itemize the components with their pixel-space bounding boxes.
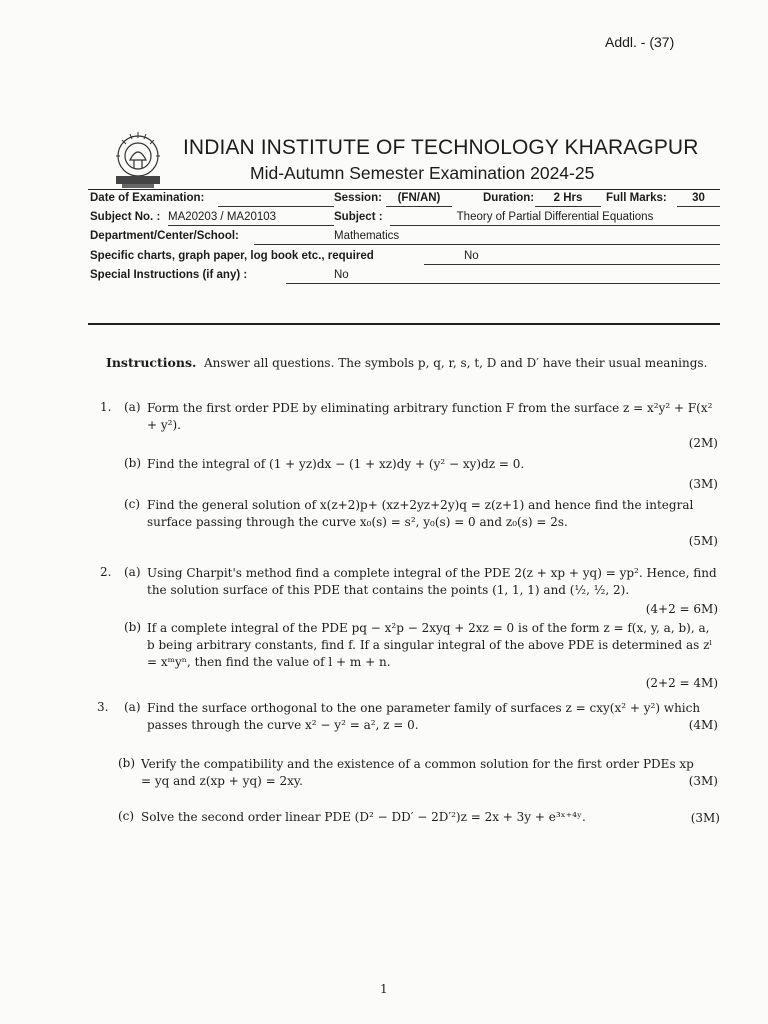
part-label: (a) — [124, 565, 141, 579]
part-label: (b) — [118, 756, 136, 770]
duration-field — [535, 192, 601, 207]
instructions-label: Instructions. — [106, 355, 197, 370]
marks: (5M) — [688, 534, 718, 548]
marks: (4+2 = 6M) — [645, 602, 718, 616]
header-divider — [88, 189, 720, 190]
question-text: Form the first order PDE by eliminating arbitrary function F from the surface z = x²y² + F(x² + y²). — [147, 401, 713, 432]
special-instructions-value: No — [334, 269, 349, 281]
session-label: Session: — [334, 192, 382, 204]
part-label: (a) — [124, 400, 141, 414]
marks: (4M) — [688, 718, 718, 732]
question-number: 2. — [100, 565, 112, 579]
question-text: Verify the compatibility and the existence of a common solution for the first order PDEs xp = yq and z(xp + yq) = 2xy. — [141, 757, 694, 788]
part-label: (b) — [124, 620, 142, 634]
duration-label: Duration: — [483, 192, 535, 204]
full-marks-value: 30 — [692, 192, 705, 204]
subject-row — [90, 211, 720, 229]
subject-no-label: Subject No. : — [90, 211, 161, 223]
part-label: (a) — [124, 700, 141, 714]
part-label: (c) — [118, 809, 135, 823]
subject-label: Subject : — [334, 211, 383, 223]
department-value: Mathematics — [334, 230, 400, 242]
subject-field — [390, 211, 720, 226]
date-field — [218, 192, 334, 207]
exam-title: Mid-Autumn Semester Examination 2024-25 — [250, 163, 595, 183]
iit-kharagpur-logo-icon — [110, 130, 166, 190]
marks: (3M) — [688, 477, 718, 491]
question-text: Find the integral of (1 + yz)dx − (1 + xz)dy + (y² − xy)dz = 0. — [147, 457, 525, 471]
page-reference: Addl. - (37) — [605, 34, 675, 50]
subject-no-value: MA20203 / MA20103 — [168, 211, 277, 223]
session-value: (FN/AN) — [397, 192, 441, 204]
subject-no-field — [168, 211, 334, 226]
subject-value: Theory of Partial Differential Equations — [456, 211, 654, 223]
question-text: If a complete integral of the PDE pq − x²p − 2xyq + 2xz = 0 is of the form z = f(x, y, a, b), a, b being arbitrary constants, find f. If a singular integral of the above PDE is determined as zˡ = xᵐyⁿ, then find the value of l + m + n. — [147, 621, 713, 669]
marks: (2+2 = 4M) — [645, 676, 718, 690]
instructions-text: Answer all questions. The symbols p, q, r, s, t, D and D′ have their usual meanings. — [204, 356, 708, 370]
full-marks-field — [677, 192, 720, 207]
department-field — [254, 230, 720, 245]
marks: (3M) — [688, 774, 718, 788]
question-number: 3. — [97, 700, 109, 714]
question-text: Using Charpit's method find a complete integral of the PDE 2(z + xp + yq) = yp². Hence, find the solution surface of this PDE that contains the points (1, 1, 1) and (½, ½, 2). — [147, 566, 717, 597]
part-label: (c) — [124, 497, 141, 511]
duration-value: 2 Hrs — [553, 192, 583, 204]
special-instructions-field — [286, 269, 720, 284]
question-text: Find the general solution of x(z+2)p+ (xz+2yz+2y)q = z(z+1) and hence find the integral surface passing through the curve x₀(s) = s², y₀(s) = 0 and z₀(s) = 2s. — [147, 498, 694, 529]
part-label: (b) — [124, 456, 142, 470]
department-label: Department/Center/School: — [90, 230, 239, 242]
question-number: 1. — [100, 400, 112, 414]
full-marks-label: Full Marks: — [606, 192, 667, 204]
question-text: Solve the second order linear PDE (D² − DD′ − 2D′²)z = 2x + 3y + e³ˣ⁺⁴ʸ. — [141, 810, 586, 824]
charts-row — [90, 250, 720, 268]
session-field — [386, 192, 452, 207]
instructions — [106, 355, 707, 370]
marks: (2M) — [688, 436, 718, 450]
exam-details-row — [90, 192, 720, 210]
department-row — [90, 230, 720, 248]
special-instructions-row — [90, 269, 720, 287]
question-text: Find the surface orthogonal to the one parameter family of surfaces z = cxy(x² + y²) which passes through the curve x² − y² = a², z = 0. — [147, 701, 701, 732]
charts-field — [424, 250, 720, 265]
date-label: Date of Examination: — [90, 192, 205, 204]
page-number: 1 — [380, 982, 388, 996]
charts-label: Specific charts, graph paper, log book etc., required — [90, 250, 374, 262]
marks: (3M) — [690, 811, 720, 825]
charts-value: No — [464, 250, 479, 262]
special-instructions-label: Special Instructions (if any) : — [90, 269, 248, 281]
section-divider — [88, 323, 720, 325]
institute-name: INDIAN INSTITUTE OF TECHNOLOGY KHARAGPUR — [183, 136, 699, 159]
